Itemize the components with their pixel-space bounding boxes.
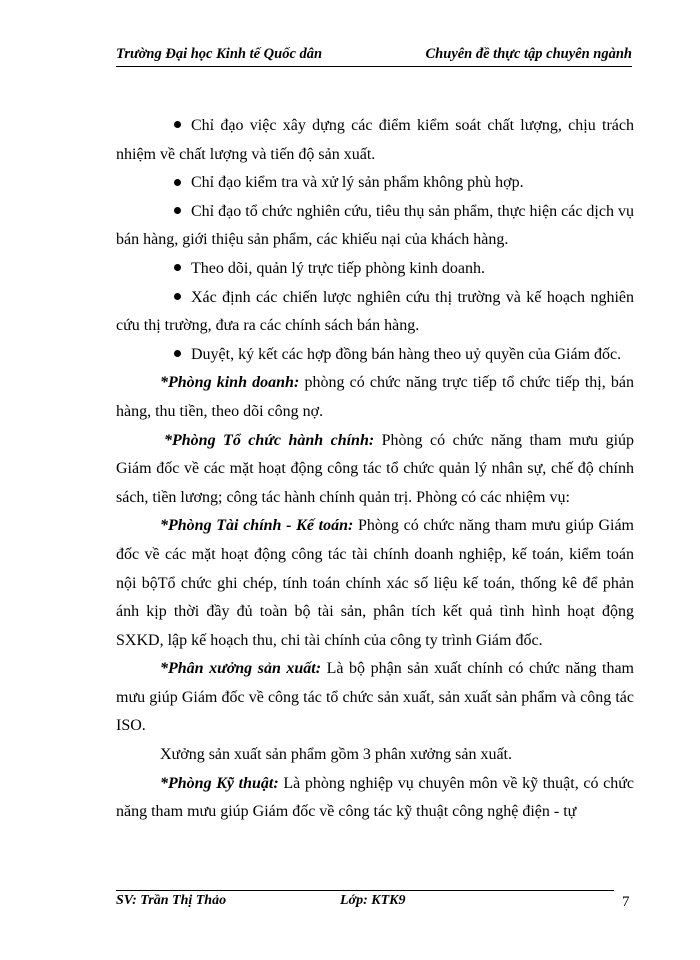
section-text: Là bộ phận sản xuất chính có chức năng tham mưu giúp Giám đốc về công tác tổ chức sản xuất, sản xuất sản phẩm và công tác ISO. bbox=[116, 660, 635, 735]
section-xuong-note: Xưởng sản xuất sản phẩm gồm 3 phân xưởng sản xuất. bbox=[160, 746, 512, 764]
section-text: Phòng có chức năng tham mưu giúp Giám đốc về các mặt hoạt động công tác tổ chức quản lý nhân sự, chế độ chính sách, tiền lương; công tác hành chính quản trị. Phòng có các nhiệm vụ: bbox=[116, 431, 635, 506]
footer-student: SV: Trần Thị Thảo bbox=[116, 893, 227, 908]
bullet-icon bbox=[174, 207, 181, 214]
bullet-icon bbox=[174, 264, 181, 271]
bullet-icon bbox=[174, 293, 181, 300]
section-title: *Phòng kinh doanh: bbox=[160, 374, 300, 392]
section-text: Phòng có chức năng tham mưu giúp Giám đốc về các mặt hoạt động công tác tài chính doanh nghiệp, kế toán, kiểm toán nội bộTổ chức ghi chép, tính toán chính xác số liệu kế toán, thống kê để phản ánh kịp thời đầy đủ toàn bộ tài sản, phân tích kết quả tình hình hoạt động SXKD, lập kế hoạch thu, chi tài chính của công ty trình Giám đốc. bbox=[116, 517, 634, 649]
bullet-item: Theo dõi, quản lý trực tiếp phòng kinh doanh. bbox=[116, 255, 634, 284]
section-tai-chinh bbox=[116, 512, 634, 655]
document-body bbox=[116, 112, 634, 827]
bullet-item: Chỉ đạo kiểm tra và xử lý sản phẩm không phù hợp. bbox=[116, 169, 634, 198]
bullet-item: Chỉ đạo việc xây dựng các điểm kiểm soát chất lượng, chịu trách nhiệm về chất lượng và tiến độ sản xuất. bbox=[116, 117, 634, 163]
header-university: Trường Đại học Kinh tế Quốc dân bbox=[116, 46, 323, 62]
header-divider bbox=[116, 66, 632, 67]
bullet-icon bbox=[174, 121, 181, 128]
footer-divider bbox=[116, 890, 614, 891]
section-title: *Phòng Kỹ thuật: bbox=[160, 774, 279, 792]
section-hanh-chinh bbox=[116, 427, 634, 513]
section-kinh-doanh bbox=[116, 369, 634, 426]
page-number: 7 bbox=[622, 894, 630, 910]
bullet-item: Xác định các chiến lược nghiên cứu thị trường và kế hoạch nghiên cứu thị trường, đưa ra các chính sách bán hàng. bbox=[116, 288, 634, 335]
section-phan-xuong bbox=[116, 655, 634, 741]
bullet-item: Duyệt, ký kết các hợp đồng bán hàng theo uỷ quyền của Giám đốc. bbox=[116, 341, 634, 370]
footer-class: Lớp: KTK9 bbox=[340, 893, 406, 908]
bullet-item: Chỉ đạo tổ chức nghiên cứu, tiêu thụ sản phẩm, thực hiện các dịch vụ bán hàng, giới thiệu sản phẩm, các khiếu nại của khách hàng. bbox=[116, 202, 634, 249]
bullet-icon bbox=[174, 350, 181, 357]
header-report-title: Chuyên đề thực tập chuyên ngành bbox=[425, 46, 632, 62]
section-title: *Phân xưởng sản xuất: bbox=[160, 660, 322, 678]
bullet-icon bbox=[174, 179, 181, 186]
section-title: *Phòng Tổ chức hành chính: bbox=[164, 431, 375, 449]
section-title: *Phòng Tài chính - Kế toán: bbox=[160, 517, 354, 535]
page-header bbox=[116, 44, 632, 64]
section-text: phòng có chức năng trực tiếp tổ chức tiếp thị, bán hàng, thu tiền, theo dõi công nợ. bbox=[116, 374, 635, 420]
section-ky-thuat bbox=[116, 770, 634, 827]
section-text: Là phòng nghiệp vụ chuyên môn về kỹ thuật, có chức năng tham mưu giúp Giám đốc về công tác kỹ thuật công nghệ điện - tự bbox=[116, 774, 635, 821]
